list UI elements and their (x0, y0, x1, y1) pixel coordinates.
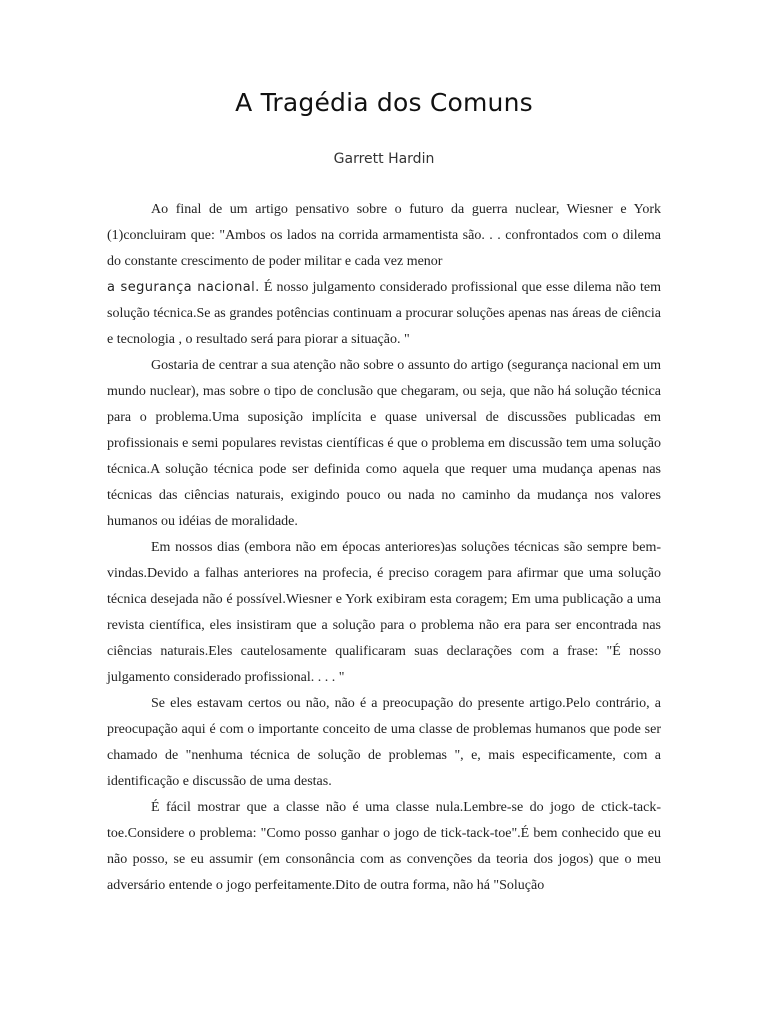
paragraph-1-part-3: É nosso julgamento considerado profissional que esse dilema não tem solução técnica.Se as grandes potências continuam a procurar soluções apenas nas áreas de ciência e tecnologia , o resultado será para piorar a situação. " (107, 280, 661, 347)
paragraph-1 (107, 197, 661, 353)
paragraph-2: Gostaria de centrar a sua atenção não sobre o assunto do artigo (segurança nacional em um mundo nuclear), mas sobre o tipo de conclusão que chegaram, ou seja, que não há solução técnica para o problema.Uma suposição implícita e quase universal de discussões publicadas em profissionais e semi populares revistas científicas é que o problema em discussão tem uma solução técnica.A solução técnica pode ser definida como aquela que requer uma mudança apenas nas técnicas das ciências naturais, exigindo pouco ou nada no caminho da mudança nos valores humanos ou idéias de moralidade. (107, 358, 661, 529)
paragraph-3: Em nossos dias (embora não em épocas anteriores)as soluções técnicas são sempre bem-vindas.Devido a falhas anteriores na profecia, é preciso coragem para afirmar que uma solução técnica desejada não é possível.Wiesner e York exibiram esta coragem; Em uma publicação a uma revista científica, eles insistiram que a solução para o problema não era para ser encontrada nas ciências naturais.Eles cautelosamente qualificaram suas declarações com a frase: "É nosso julgamento considerado profissional. . . . " (107, 540, 661, 685)
paragraph-5: É fácil mostrar que a classe não é uma classe nula.Lembre-se do jogo de ctick-tack-toe.Considere o problema: "Como posso ganhar o jogo de tick-tack-toe".É bem conhecido que eu não posso, se eu assumir (em consonância com as convenções da teoria dos jogos) que o meu adversário entende o jogo perfeitamente.Dito de outra forma, não há "Solução (107, 800, 661, 893)
document-title: A Tragédia dos Comuns (235, 88, 533, 117)
document-body (107, 197, 661, 899)
paragraph-1-part-2: a segurança nacional. (107, 280, 260, 295)
document-author: Garrett Hardin (333, 151, 435, 167)
paragraph-4: Se eles estavam certos ou não, não é a preocupação do presente artigo.Pelo contrário, a preocupação aqui é com o importante conceito de uma classe de problemas humanos que pode ser chamado de "nenhuma técnica de solução de problemas ", e, mais especificamente, com a identificação e discussão de uma destas. (107, 696, 661, 789)
paragraph-1-part-1: Ao final de um artigo pensativo sobre o futuro da guerra nuclear, Wiesner e York (1)concluiram que: "Ambos os lados na corrida armamentista são. . . confrontados com o dilema do constante crescimento de poder militar e cada vez menor (107, 202, 661, 269)
